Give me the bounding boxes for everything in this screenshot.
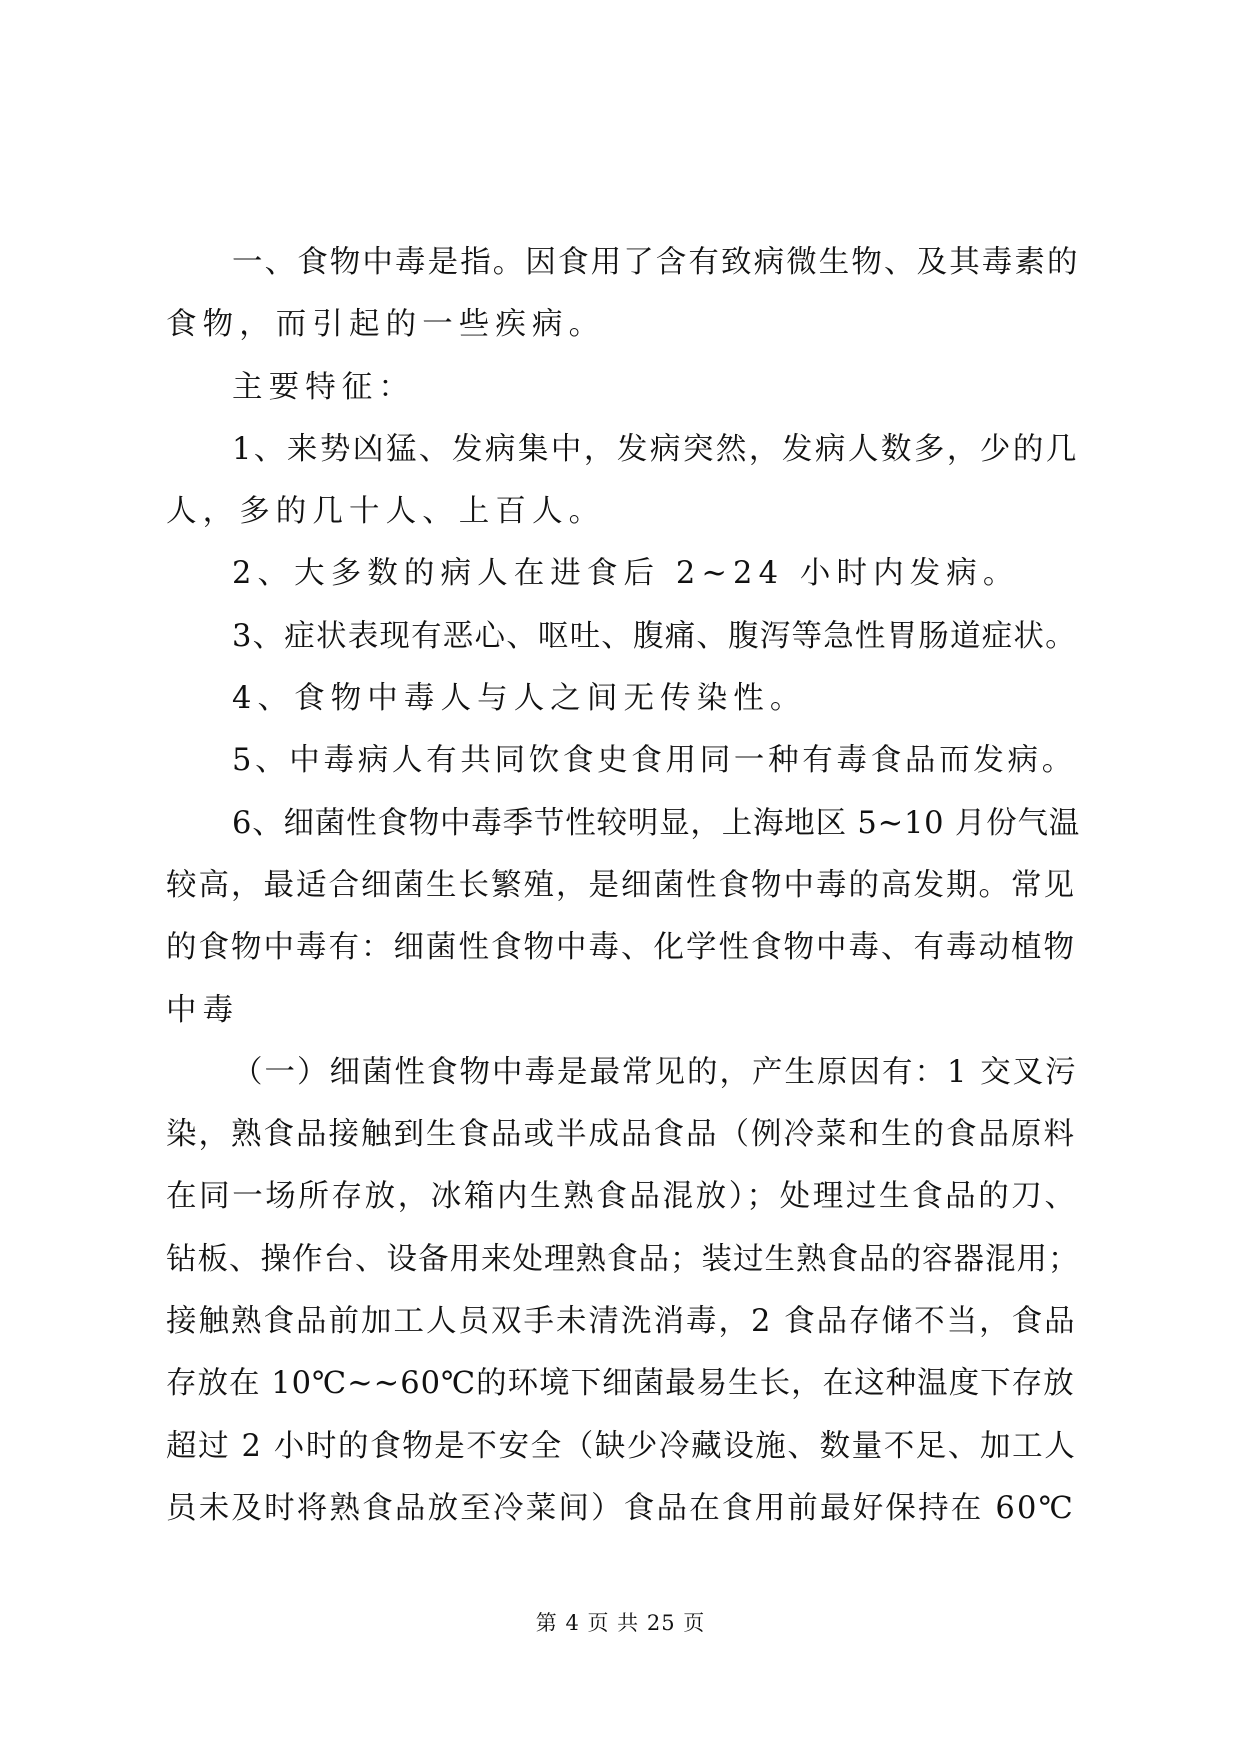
page-number-footer: 第 4 页 共 25 页 <box>535 1611 706 1635</box>
paragraph-line: 染，熟食品接触到生食品或半成品食品（例冷菜和生的食品原料 <box>166 1117 1076 1153</box>
paragraph-line: 的食物中毒有：细菌性食物中毒、化学性食物中毒、有毒动植物 <box>166 930 1076 966</box>
paragraph-line: 中毒 <box>166 992 240 1028</box>
paragraph-line: 员未及时将熟食品放至冷菜间）食品在食用前最好保持在 60℃ <box>166 1490 1075 1526</box>
paragraph-line: 超过 2 小时的食物是不安全（缺少冷藏设施、数量不足、加工人 <box>166 1428 1077 1464</box>
paragraph-line: 一、食物中毒是指。因食用了含有致病微生物、及其毒素的 <box>232 245 1080 280</box>
paragraph-line: 较高，最适合细菌生长繁殖，是细菌性食物中毒的高发期。常见 <box>166 867 1076 903</box>
paragraph-line: 2、大多数的病人在进食后 2~24 小时内发病。 <box>232 556 1020 592</box>
paragraph-line: （一）细菌性食物中毒是最常见的，产生原因有：1 交叉污 <box>232 1054 1078 1090</box>
paragraph-line: 6、细菌性食物中毒季节性较明显，上海地区 5~10 月份气温 <box>232 805 1081 841</box>
paragraph-line: 存放在 10℃~~60℃的环境下细菌最易生长，在这种温度下存放 <box>166 1366 1075 1402</box>
paragraph-line: 食物，而引起的一些疾病。 <box>166 307 606 343</box>
paragraph-line: 4、食物中毒人与人之间无传染性。 <box>232 681 807 717</box>
paragraph-line: 人，多的几十人、上百人。 <box>166 494 606 530</box>
paragraph-line: 5、中毒病人有共同饮食史食用同一种有毒食品而发病。 <box>232 743 1076 779</box>
document-body <box>166 232 1080 1540</box>
paragraph-line: 接触熟食品前加工人员双手未清洗消毒，2 食品存储不当，食品 <box>166 1304 1077 1340</box>
paragraph-line: 1、来势凶猛、发病集中，发病突然，发病人数多，少的几 <box>232 431 1079 467</box>
paragraph-line: 3、症状表现有恶心、呕吐、腹痛、腹泻等急性胃肠道症状。 <box>232 618 1077 654</box>
section-heading: 主要特征： <box>232 369 415 405</box>
paragraph-line: 在同一场所存放，冰箱内生熟食品混放）；处理过生食品的刀、 <box>166 1179 1078 1215</box>
paragraph-line: 钻板、操作台、设备用来处理熟食品；装过生熟食品的容器混用； <box>166 1241 1080 1277</box>
